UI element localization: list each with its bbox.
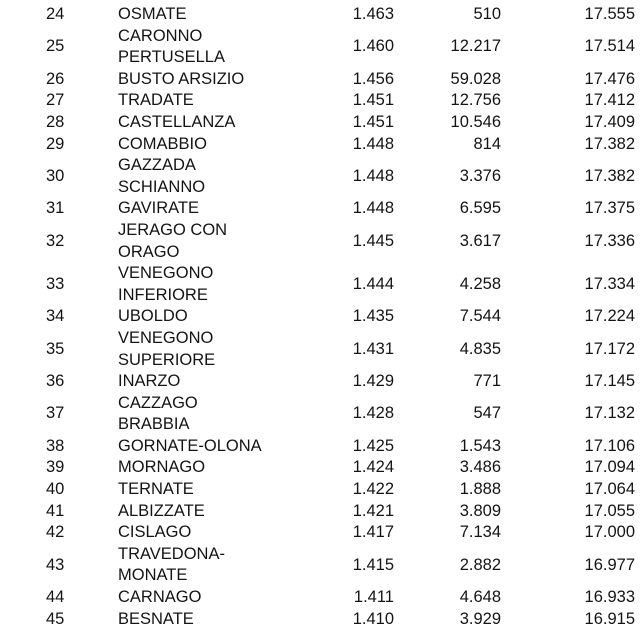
value-column-2-cell: 771 <box>473 372 501 391</box>
municipality-name-line: MORNAGO <box>118 458 206 477</box>
value-column-2-cell: 814 <box>473 134 501 153</box>
value-column-2-cell: 3.809 <box>459 501 501 520</box>
municipality-name-cell <box>118 371 318 393</box>
value-column-2-cell: 12.217 <box>450 37 501 56</box>
value-column-1-cell: 1.463 <box>352 5 394 23</box>
value-column-2-cell: 7.134 <box>459 523 501 542</box>
table-row <box>0 457 640 479</box>
rank-cell: 42 <box>46 523 65 542</box>
rank-cell: 41 <box>46 501 65 520</box>
municipality-name-cell <box>118 587 318 609</box>
rank-cell: 37 <box>46 404 65 423</box>
municipality-name-cell <box>118 436 318 458</box>
table-row <box>0 90 640 112</box>
municipality-name-cell <box>118 457 318 479</box>
value-column-1-cell: 1.460 <box>352 37 394 56</box>
rank-cell: 26 <box>46 69 65 88</box>
municipality-name-line: SCHIANNO <box>118 177 206 196</box>
municipality-name-cell <box>118 155 318 198</box>
value-column-3-cell: 17.000 <box>584 523 635 542</box>
municipality-name-cell <box>118 198 318 220</box>
rank-cell: 45 <box>46 609 65 628</box>
value-column-1-cell: 1.448 <box>352 134 394 153</box>
value-column-2-cell: 12.756 <box>450 91 501 110</box>
table-row <box>0 587 640 609</box>
rank-cell: 43 <box>46 555 65 574</box>
value-column-1-cell: 1.448 <box>352 166 394 185</box>
rank-cell: 40 <box>46 480 65 499</box>
municipality-name-line: ALBIZZATE <box>118 501 205 520</box>
value-column-3-cell: 17.094 <box>584 458 635 477</box>
rank-cell: 44 <box>46 588 65 607</box>
municipality-name-line: PERTUSELLA <box>118 48 225 67</box>
municipality-name-line: MONATE <box>118 566 188 585</box>
value-column-1-cell: 1.415 <box>352 555 394 574</box>
value-column-2-cell: 4.835 <box>459 339 501 358</box>
value-column-3-cell: 17.064 <box>584 480 635 499</box>
value-column-3-cell: 17.106 <box>584 436 635 455</box>
municipality-name-line: BRABBIA <box>118 415 190 434</box>
value-column-2-cell: 7.544 <box>459 307 501 326</box>
value-column-1-cell: 1.444 <box>352 274 394 293</box>
rank-cell: 36 <box>46 372 65 391</box>
value-column-1-cell: 1.451 <box>352 112 394 131</box>
municipality-name-line: VENEGONO <box>118 328 214 347</box>
municipality-name-line: TRADATE <box>118 91 194 110</box>
value-column-2-cell: 3.929 <box>459 609 501 628</box>
value-column-3-cell: 16.933 <box>584 588 635 607</box>
value-column-2-cell: 59.028 <box>450 69 501 88</box>
municipality-name-line: VENEGONO <box>118 264 214 283</box>
municipality-name-line: UBOLDO <box>118 307 188 326</box>
table-row <box>0 371 640 393</box>
table-row <box>0 479 640 501</box>
table-row <box>0 522 640 544</box>
value-column-1-cell: 1.421 <box>352 501 394 520</box>
table-row <box>0 155 640 198</box>
municipality-name-cell <box>118 134 318 156</box>
value-column-3-cell: 17.409 <box>584 112 635 131</box>
table-row <box>0 306 640 328</box>
value-column-2-cell: 510 <box>473 5 501 23</box>
municipality-name-line: TERNATE <box>118 480 194 499</box>
municipality-name-line: OSMATE <box>118 5 187 23</box>
rank-cell: 31 <box>46 199 65 218</box>
municipality-name-line: INFERIORE <box>118 285 208 304</box>
municipality-name-line: CASTELLANZA <box>118 112 236 131</box>
municipality-name-line: BESNATE <box>118 609 194 628</box>
value-column-1-cell: 1.429 <box>352 372 394 391</box>
value-column-3-cell: 17.382 <box>584 134 635 153</box>
municipality-name-line: CAZZAGO <box>118 393 198 412</box>
table-row <box>0 69 640 91</box>
municipality-name-line: GAVIRATE <box>118 199 199 218</box>
value-column-3-cell: 17.132 <box>584 404 635 423</box>
municipality-name-line: INARZO <box>118 372 181 391</box>
value-column-2-cell: 1.543 <box>459 436 501 455</box>
municipality-name-line: TRAVEDONA- <box>118 544 225 563</box>
rank-cell: 28 <box>46 112 65 131</box>
value-column-2-cell: 1.888 <box>459 480 501 499</box>
municipality-name-line: JERAGO CON <box>118 220 228 239</box>
table-row <box>0 544 640 587</box>
value-column-2-cell: 3.617 <box>459 231 501 250</box>
table-row <box>0 328 640 371</box>
municipality-name-cell <box>118 328 318 371</box>
value-column-3-cell: 17.412 <box>584 91 635 110</box>
value-column-1-cell: 1.422 <box>352 480 394 499</box>
table-row <box>0 263 640 306</box>
rank-cell: 24 <box>46 5 65 23</box>
municipality-name-cell <box>118 263 318 306</box>
value-column-1-cell: 1.448 <box>352 199 394 218</box>
value-column-3-cell: 17.336 <box>584 231 635 250</box>
municipality-name-line: CARONNO <box>118 26 203 45</box>
rank-cell: 33 <box>46 274 65 293</box>
table-row <box>0 501 640 523</box>
value-column-1-cell: 1.445 <box>352 231 394 250</box>
value-column-3-cell: 17.224 <box>584 307 635 326</box>
table-row <box>0 198 640 220</box>
municipality-name-line: ORAGO <box>118 242 180 261</box>
municipality-name-cell <box>118 479 318 501</box>
municipality-name-line: CARNAGO <box>118 588 202 607</box>
municipality-name-line: COMABBIO <box>118 134 207 153</box>
rank-cell: 39 <box>46 458 65 477</box>
value-column-1-cell: 1.425 <box>352 436 394 455</box>
municipality-name-cell <box>118 90 318 112</box>
value-column-1-cell: 1.451 <box>352 91 394 110</box>
table-row <box>0 393 640 436</box>
value-column-1-cell: 1.431 <box>352 339 394 358</box>
table-row <box>0 134 640 156</box>
rank-cell: 35 <box>46 339 65 358</box>
value-column-3-cell: 17.145 <box>584 372 635 391</box>
table-row <box>0 220 640 263</box>
municipality-name-cell <box>118 544 318 587</box>
rank-cell: 30 <box>46 166 65 185</box>
value-column-2-cell: 3.376 <box>459 166 501 185</box>
value-column-2-cell: 6.595 <box>459 199 501 218</box>
value-column-2-cell: 3.486 <box>459 458 501 477</box>
table-row <box>0 112 640 134</box>
rank-cell: 25 <box>46 37 65 56</box>
value-column-2-cell: 4.648 <box>459 588 501 607</box>
municipality-name-line: SUPERIORE <box>118 350 216 369</box>
value-column-3-cell: 16.915 <box>584 609 635 628</box>
value-column-2-cell: 547 <box>473 404 501 423</box>
value-column-3-cell: 17.375 <box>584 199 635 218</box>
value-column-1-cell: 1.410 <box>352 609 394 628</box>
municipality-name-line: GORNATE-OLONA <box>118 436 262 455</box>
municipality-name-line: CISLAGO <box>118 523 192 542</box>
rank-cell: 27 <box>46 91 65 110</box>
value-column-1-cell: 1.428 <box>352 404 394 423</box>
value-column-3-cell: 16.977 <box>584 555 635 574</box>
municipality-name-cell <box>118 4 318 26</box>
rank-cell: 29 <box>46 134 65 153</box>
value-column-1-cell: 1.424 <box>352 458 394 477</box>
municipality-name-cell <box>118 306 318 328</box>
value-column-2-cell: 10.546 <box>450 112 501 131</box>
value-column-1-cell: 1.417 <box>352 523 394 542</box>
value-column-3-cell: 17.382 <box>584 166 635 185</box>
value-column-1-cell: 1.435 <box>352 307 394 326</box>
value-column-3-cell: 17.555 <box>584 5 635 23</box>
municipality-name-cell <box>118 220 318 263</box>
rank-cell: 34 <box>46 307 65 326</box>
value-column-1-cell: 1.456 <box>352 69 394 88</box>
value-column-3-cell: 17.055 <box>584 501 635 520</box>
value-column-2-cell: 4.258 <box>459 274 501 293</box>
municipality-name-cell <box>118 501 318 523</box>
value-column-3-cell: 17.172 <box>584 339 635 358</box>
municipality-name-cell <box>118 69 318 91</box>
municipality-name-line: GAZZADA <box>118 156 196 175</box>
value-column-2-cell: 2.882 <box>459 555 501 574</box>
municipality-name-line: BUSTO ARSIZIO <box>118 69 245 88</box>
table-row <box>0 4 640 26</box>
municipality-name-cell <box>118 393 318 436</box>
value-column-3-cell: 17.334 <box>584 274 635 293</box>
rank-cell: 32 <box>46 231 65 250</box>
municipality-name-cell <box>118 112 318 134</box>
table-row <box>0 26 640 69</box>
table-row <box>0 436 640 458</box>
municipality-name-cell <box>118 522 318 544</box>
value-column-3-cell: 17.476 <box>584 69 635 88</box>
rank-cell: 38 <box>46 436 65 455</box>
municipality-name-cell <box>118 26 318 69</box>
value-column-3-cell: 17.514 <box>584 37 635 56</box>
value-column-1-cell: 1.411 <box>353 588 394 607</box>
